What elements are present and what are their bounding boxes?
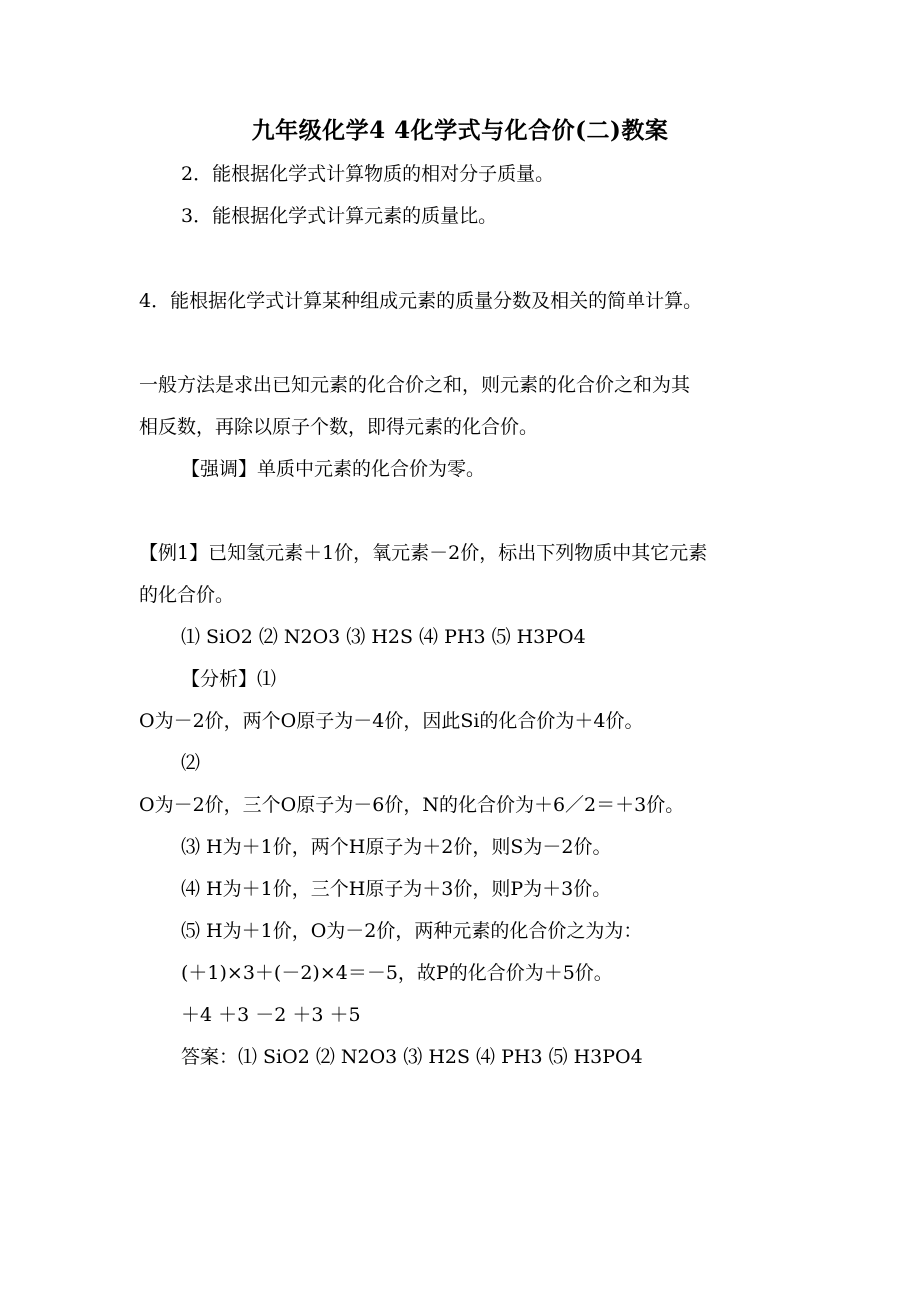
text-line: 4．能根据化学式计算某种组成元素的质量分数及相关的简单计算。 (139, 290, 703, 312)
text-line: 3．能根据化学式计算元素的质量比。 (181, 205, 498, 227)
text-line: 2．能根据化学式计算物质的相对分子质量。 (181, 163, 555, 185)
text-line: ⑴ SiO2 ⑵ N2O3 ⑶ H2S ⑷ PH3 ⑸ H3PO4 (181, 626, 586, 648)
text-line: (＋1)×3＋(－2)×4＝－5，故P的化合价为＋5价。 (181, 962, 613, 984)
document-title: 九年级化学4 4化学式与化合价(二)教案 (251, 117, 669, 144)
text-line: 答案：⑴ SiO2 ⑵ N2O3 ⑶ H2S ⑷ PH3 ⑸ H3PO4 (181, 1046, 643, 1068)
text-line: 的化合价。 (139, 584, 235, 606)
text-line: 【例1】已知氢元素＋1价，氧元素－2价，标出下列物质中其它元素 (139, 542, 708, 564)
text-line: ⑵ (181, 752, 201, 774)
text-line: ⑶ H为＋1价，两个H原子为＋2价，则S为－2价。 (181, 836, 612, 858)
text-line: ⑷ H为＋1价，三个H原子为＋3价，则P为＋3价。 (181, 878, 612, 900)
text-line: 【分析】⑴ (181, 668, 277, 690)
text-line: ⑸ H为＋1价，O为－2价，两种元素的化合价之为为： (181, 920, 643, 942)
text-line: 【强调】单质中元素的化合价为零。 (181, 458, 486, 480)
text-line: 相反数，再除以原子个数，即得元素的化合价。 (139, 416, 539, 438)
text-line: ＋4 ＋3 －2 ＋3 ＋5 (181, 1004, 361, 1026)
text-line: O为－2价，三个O原子为－6价，N的化合价为＋6／2＝＋3价。 (139, 794, 685, 816)
text-line: 一般方法是求出已知元素的化合价之和，则元素的化合价之和为其 (139, 374, 691, 396)
text-line: O为－2价，两个O原子为－4价，因此Si的化合价为＋4价。 (139, 710, 644, 732)
